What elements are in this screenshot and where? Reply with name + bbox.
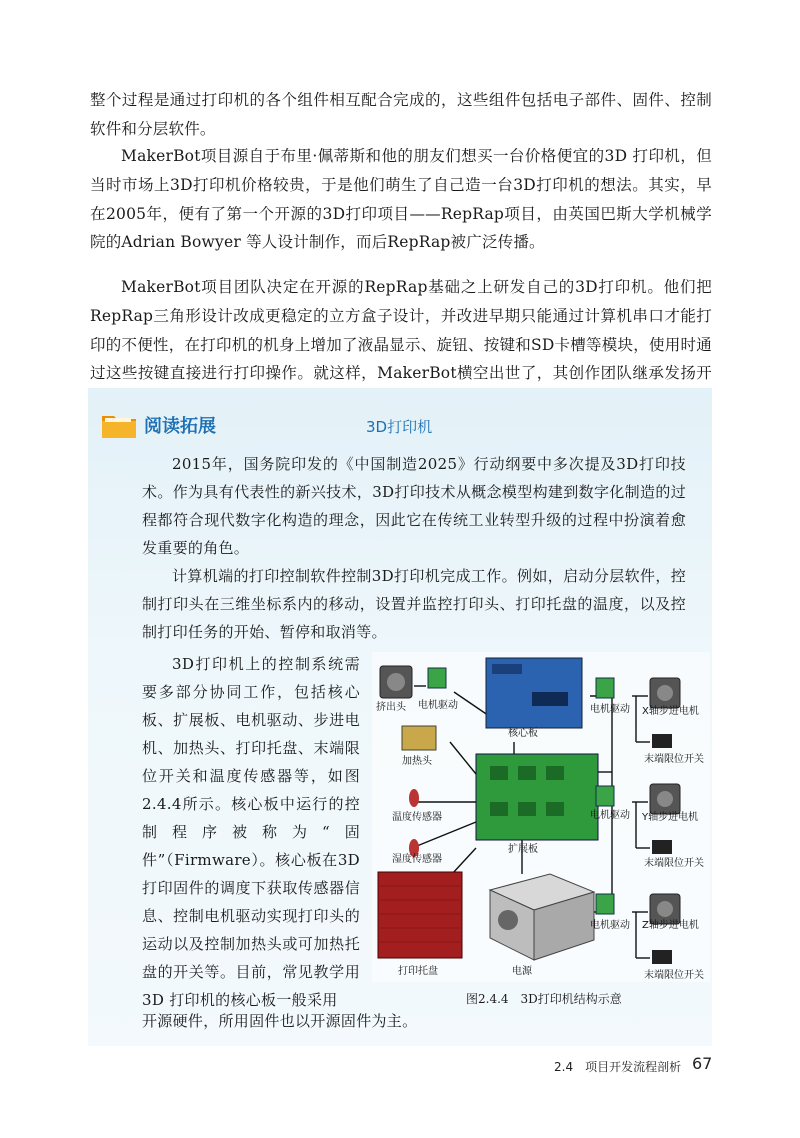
label-core-board: 核心板 [508, 728, 538, 739]
reading-box-subtitle: 3D打印机 [366, 418, 433, 436]
label-limit-z: 末端限位开关 [644, 970, 704, 981]
driver-y-image [596, 786, 614, 806]
limit-y-image [652, 840, 672, 854]
footer-section-title: 2.4 项目开发流程剖析 [554, 1060, 682, 1074]
label-driver-z: 电机驱动 [590, 920, 630, 931]
printer-structure-figure [372, 652, 710, 982]
label-heater: 加热头 [402, 756, 432, 767]
label-driver-x: 电机驱动 [590, 704, 630, 715]
box-paragraph-2: 计算机端的打印控制软件控制3D打印机完成工作。例如，启动分层软件，控制打印头在三维坐标系内的移动，设置并监控打印头、打印托盘的温度，以及控制打印任务的开始、暂停和取消等。 [142, 567, 686, 641]
limit-z-image [652, 950, 672, 964]
page-number: 67 [692, 1054, 713, 1073]
label-expansion-board: 扩展板 [508, 844, 538, 855]
label-temp-sensor: 温度传感器 [392, 812, 442, 823]
label-power: 电源 [512, 966, 532, 977]
paragraph-2: MakerBot项目源自于布里·佩蒂斯和他的朋友们想买一台价格便宜的3D 打印机，但当时市场上3D打印机价格较贵，于是他们萌生了自己造一台3D打印机的想法。其实，早在2005年，便有了第一个开源的3D打印项目——RepRap项目，由英国巴斯大学机械学院的Adrian Bowyer 等人设计制作，而后RepRap被广泛传播。 [90, 147, 712, 252]
label-limit-x: 末端限位开关 [644, 754, 704, 765]
label-limit-y: 末端限位开关 [644, 858, 704, 869]
label-motor-y: Y轴步进电机 [642, 812, 699, 823]
label-print-tray: 打印托盘 [398, 966, 438, 977]
box-paragraph-1: 2015年，国务院印发的《中国制造2025》行动纲要中多次提及3D打印技术。作为具有代表性的新兴技术，3D打印技术从概念模型构建到数字化制造的过程都符合现代数字化构造的理念，因此它在传统工业转型升级的过程中扮演着愈发重要的角色。 [142, 455, 686, 557]
limit-x-image [652, 734, 672, 748]
box-last-line: 开源硬件，所用固件也以开源固件为主。 [142, 1012, 418, 1030]
driver-x-image [596, 678, 614, 698]
label-humidity-sensor: 湿度传感器 [392, 854, 442, 865]
label-driver-left: 电机驱动 [418, 700, 458, 711]
paragraph-1: 整个过程是通过打印机的各个组件相互配合完成的，这些组件包括电子部件、固件、控制软件和分层软件。 [90, 91, 712, 138]
label-motor-x: X轴步进电机 [642, 706, 699, 717]
temp-sensor-1-image [409, 789, 419, 807]
box-side-paragraph: 3D打印机上的控制系统需要多部分协同工作，包括核心板、扩展板、电机驱动、步进电机、加热头、打印托盘、末端限位开关和温度传感器等，如图2.4.4所示。核心板中运行的控制程序被称为“固件”（Firmware）。核心板在3D打印固件的调度下获取传感器信息、控制电机驱动实现打印头的运动以及控制加热头或可加热托盘的开关等。目前，常见教学用3D 打印机的核心板一般采用 [142, 655, 360, 1009]
heater-image [402, 726, 436, 750]
driver-z-image [596, 894, 614, 914]
reading-box-title: 阅读拓展 [144, 416, 216, 437]
folder-icon [100, 410, 138, 440]
driver-left-image [428, 668, 446, 688]
label-driver-y: 电机驱动 [590, 810, 630, 821]
reading-box-header [100, 408, 216, 442]
label-extruder: 挤出头 [376, 702, 406, 713]
print-tray-image [378, 872, 462, 958]
figure-caption: 图2.4.4 3D打印机结构示意 [466, 992, 622, 1006]
paragraph-3: MakerBot项目团队决定在开源的RepRap基础之上研发自己的3D打印机。他们把RepRap三角形设计改成更稳定的立方盒子设计，并改进早期只能通过计算机串口才能打印的不便性，在打印机的机身上增加了液晶显示、旋钮、按键和SD卡槽等模块，使用时通过这些按键直接进行打印操作。就这样，MakerBot横空出世了，其创作团队继承发扬开 [90, 278, 712, 383]
label-motor-z: Z轴步进电机 [642, 920, 699, 931]
